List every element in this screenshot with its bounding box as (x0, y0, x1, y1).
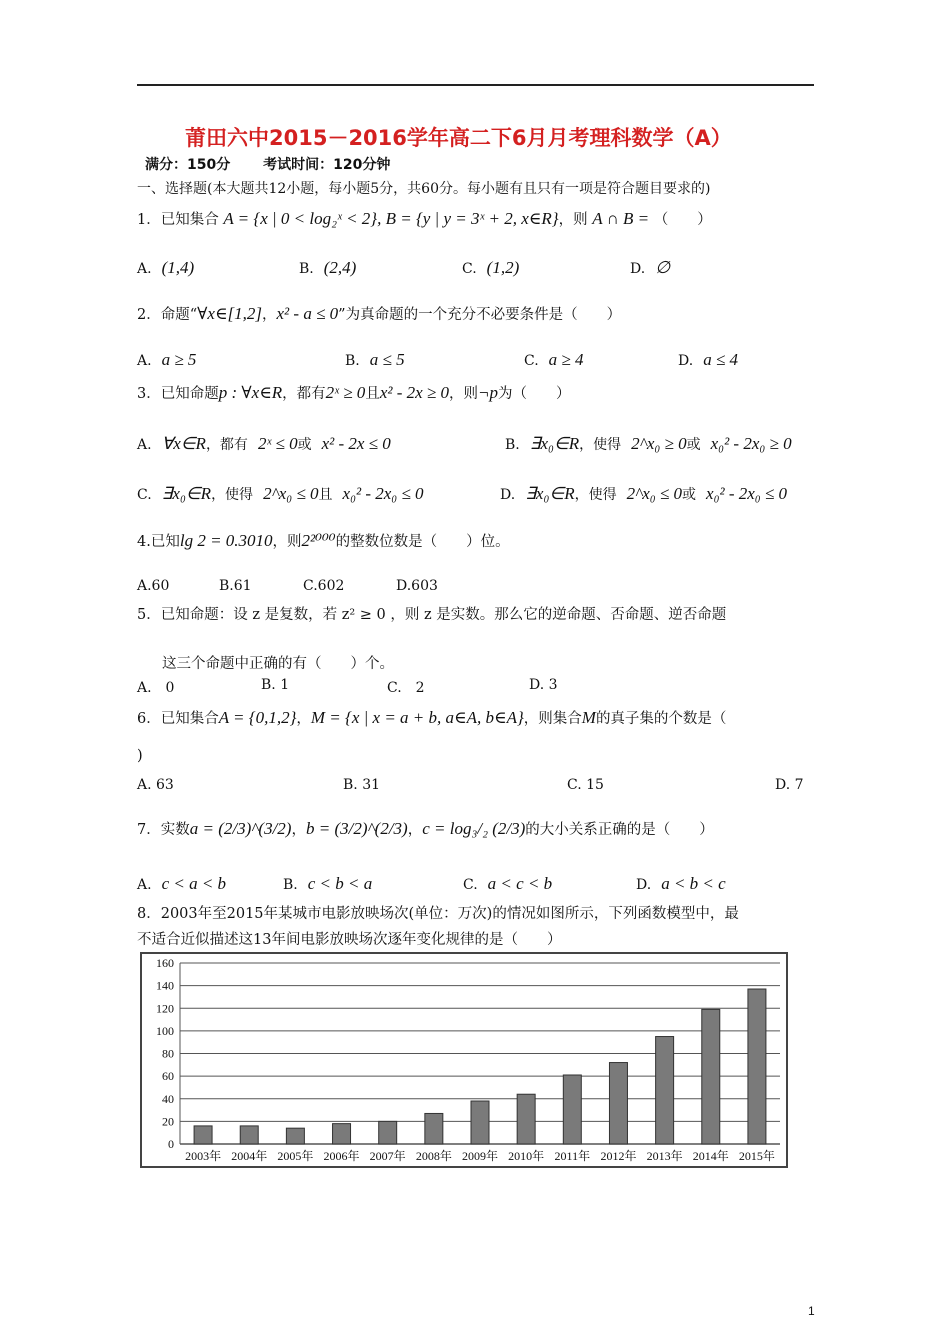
q4-option-a[interactable]: A.60 (137, 578, 170, 594)
q7-option-a[interactable]: A. c < a < b (137, 874, 227, 893)
x-tick-label: 2010年 (508, 1149, 545, 1163)
bar (702, 1009, 720, 1144)
question-1: 1．已知集合 A = {x | 0 < log₂ˣ < 2}, B = {y | y = 3ˣ + 2, x∈R}，则 A ∩ B = （ ） (137, 209, 712, 228)
q3-option-a[interactable]: A. ∀x∈R，都有 2ˣ ≤ 0或 x² - 2x ≤ 0 (137, 434, 391, 453)
q7-option-c[interactable]: C. a < c < b (463, 874, 553, 893)
exam-time: 考试时间：120分钟 (263, 157, 391, 173)
y-tick-label: 20 (162, 1114, 174, 1129)
x-tick-label: 2004年 (231, 1149, 268, 1163)
q4-option-c[interactable]: C.602 (303, 578, 345, 594)
page-title: 莆田六中2015－2016学年高二下6月月考理科数学（A） (185, 126, 732, 150)
q7-option-d[interactable]: D. a < b < c (636, 874, 726, 893)
question-3: 3．已知命题p : ∀x∈R，都有2ˣ ≥ 0且x² - 2x ≥ 0，则¬p为（ ） (137, 383, 571, 402)
x-tick-label: 2008年 (415, 1149, 452, 1163)
chart-frame (141, 953, 787, 1167)
q3-option-b[interactable]: B. ∃x₀∈R，使得 2^x₀ ≥ 0或 x₀² - 2x₀ ≥ 0 (505, 434, 792, 453)
intersection-expr: A ∩ B = (592, 209, 650, 228)
bar (656, 1037, 674, 1144)
bar (748, 989, 766, 1144)
bar (333, 1124, 351, 1144)
bar-chart (140, 952, 788, 1168)
q2-option-b[interactable]: B. a ≤ 5 (345, 350, 405, 369)
q6-option-d[interactable]: D. 7 (775, 777, 804, 793)
q4-option-d[interactable]: D.603 (396, 578, 438, 594)
bar (194, 1126, 212, 1144)
y-tick-label: 120 (156, 1001, 174, 1016)
y-tick-label: 100 (156, 1023, 174, 1038)
set-b: , B = {y | y = 3ˣ + 2, x∈R} (377, 209, 559, 228)
q6-option-a[interactable]: A. 63 (137, 777, 174, 793)
q3-option-d[interactable]: D. ∃x₀∈R，使得 2^x₀ ≤ 0或 x₀² - 2x₀ ≤ 0 (500, 484, 788, 503)
q2-option-d[interactable]: D. a ≤ 4 (678, 350, 739, 369)
y-tick-label: 0 (168, 1137, 174, 1151)
y-tick-label: 80 (162, 1046, 174, 1061)
x-tick-label: 2006年 (323, 1149, 360, 1163)
y-tick-label: 40 (162, 1091, 174, 1106)
q5-option-d[interactable]: D. 3 (529, 677, 558, 693)
q1-option-c[interactable]: C. (1,2) (462, 258, 520, 277)
q1-option-b[interactable]: B. (2,4) (299, 258, 357, 277)
question-5-line1: 5．已知命题：设 z 是复数，若 z² ≥ 0 ，则 z 是实数。那么它的逆命题、否命题、逆否命题 (137, 607, 727, 623)
x-tick-label: 2009年 (461, 1149, 499, 1163)
bar (517, 1094, 535, 1144)
x-tick-label: 2015年 (738, 1149, 775, 1163)
bar (286, 1128, 304, 1144)
q6-option-b[interactable]: B. 31 (343, 777, 381, 793)
header-rule (137, 84, 814, 86)
x-tick-label: 2007年 (369, 1149, 406, 1163)
q7-option-b[interactable]: B. c < b < a (283, 874, 373, 893)
x-tick-label: 2003年 (185, 1149, 222, 1163)
q1-option-d[interactable]: D. ∅ (630, 258, 670, 277)
q2-option-c[interactable]: C. a ≥ 4 (524, 350, 584, 369)
question-7: 7．实数a = (2/3)^(3/2)，b = (3/2)^(2/3)，c = log₃/₂ (2/3)的大小关系正确的是（ ） (137, 819, 714, 838)
x-tick-label: 2014年 (692, 1149, 729, 1163)
q1-option-a[interactable]: A. (1,4) (137, 258, 195, 277)
question-4: 4.已知lg 2 = 0.3010，则2²⁰⁰⁰的整数位数是（ ）位。 (137, 531, 510, 550)
bar (563, 1075, 581, 1144)
bar (379, 1121, 397, 1144)
q5-option-c[interactable]: C. 2 (387, 680, 425, 696)
y-tick-label: 60 (162, 1069, 174, 1084)
question-8-line2: 不适合近似描述这13年间电影放映场次逐年变化规律的是（ ） (137, 932, 562, 948)
q2-option-a[interactable]: A. a ≥ 5 (137, 350, 197, 369)
x-tick-label: 2013年 (646, 1149, 683, 1163)
q5-option-b[interactable]: B. 1 (261, 677, 290, 693)
question-6-line2: ) (137, 748, 143, 764)
q4-option-b[interactable]: B.61 (219, 578, 252, 594)
bar (471, 1101, 489, 1144)
set-a: A = {x | 0 < log₂ˣ < 2} (223, 209, 378, 228)
question-6: 6．已知集合A = {0,1,2}，M = {x | x = a + b, a∈A, b∈A}，则集合M的真子集的个数是（ (137, 708, 727, 727)
question-5-line2: 这三个命题中正确的有（ ）个。 (162, 656, 394, 672)
question-2: 2．命题“∀x∈[1,2]，x² - a ≤ 0”为真命题的一个充分不必要条件是（ ） (137, 304, 622, 323)
bar (425, 1113, 443, 1144)
x-tick-label: 2005年 (277, 1149, 314, 1163)
q5-option-a[interactable]: A. 0 (137, 680, 175, 696)
y-tick-label: 160 (156, 956, 174, 970)
x-tick-label: 2012年 (600, 1149, 637, 1163)
exam-meta (145, 154, 390, 174)
q6-option-c[interactable]: C. 15 (567, 777, 604, 793)
full-score: 满分：150分 (145, 157, 231, 173)
page-number: 1 (808, 1304, 815, 1318)
section-heading: 一、选择题(本大题共12小题，每小题5分，共60分。每小题有且只有一项是符合题目要求的) (137, 181, 711, 197)
question-8-line1: 8．2003年至2015年某城市电影放映场次(单位：万次)的情况如图所示，下列函数模型中，最 (137, 906, 739, 922)
q3-option-c[interactable]: C. ∃x₀∈R，使得 2^x₀ ≤ 0且 x₀² - 2x₀ ≤ 0 (137, 484, 424, 503)
bar (240, 1126, 258, 1144)
bar (609, 1063, 627, 1144)
x-tick-label: 2011年 (554, 1149, 591, 1163)
y-tick-label: 140 (156, 978, 174, 993)
